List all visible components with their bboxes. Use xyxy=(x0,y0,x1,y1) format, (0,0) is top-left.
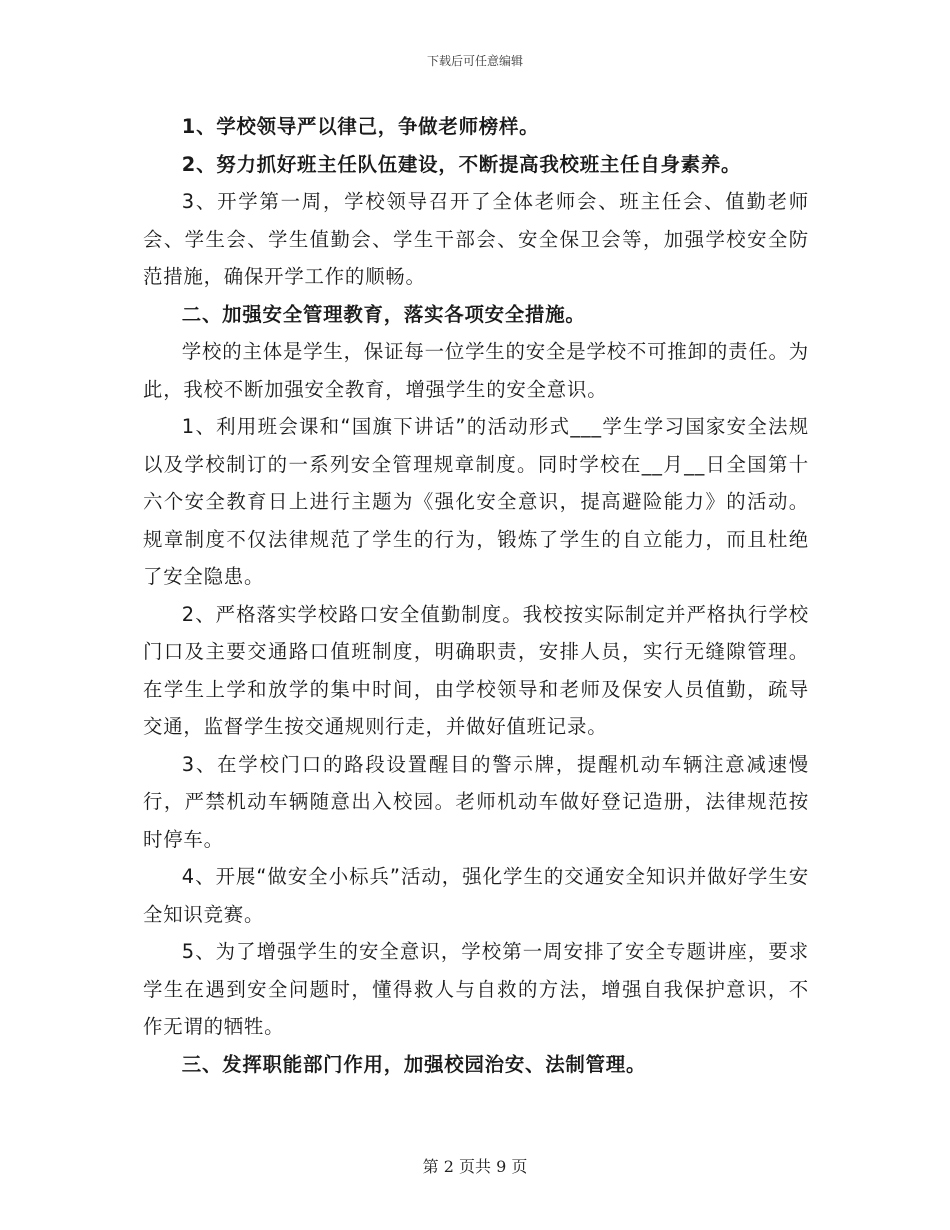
section-heading-2: 二、加强安全管理教育，落实各项安全措施。 xyxy=(181,302,586,326)
document-body xyxy=(143,108,809,1083)
paragraph-8: 3、在学校门口的路段设置醒目的警示牌，提醒机动车辆注意减速慢行，严禁机动车辆随意出入校园。老师机动车做好登记造册，法律规范按时停车。 xyxy=(143,752,809,851)
paragraph-1: 1、学校领导严以律己，争做老师榜样。 xyxy=(181,115,540,138)
page-header: 下载后可任意编辑 xyxy=(426,54,523,68)
paragraph-6: 1、利用班会课和“国旗下讲话”的活动形式___学生学习国家安全法规以及学校制订的一系列安全管理规章制度。同时学校在__月__日全国第十六个安全教育日上进行主题为《强化安全意识，提高避险能力》的活动。规章制度不仅法律规范了学生的行为，锻炼了学生的自立能力，而且杜绝了安全隐患。 xyxy=(143,415,809,588)
paragraph-5: 学校的主体是学生，保证每一位学生的安全是学校不可推卸的责任。为此，我校不断加强安全教育，增强学生的安全意识。 xyxy=(143,340,809,401)
paragraph-3: 3、开学第一周，学校领导召开了全体老师会、班主任会、值勤老师会、学生会、学生值勤会、学生干部会、安全保卫会等，加强学校安全防范措施，确保开学工作的顺畅。 xyxy=(143,190,809,288)
paragraph-2: 2、努力抓好班主任队伍建设，不断提高我校班主任自身素养。 xyxy=(181,152,742,176)
section-heading-3: 三、发挥职能部门作用，加强校园治安、法制管理。 xyxy=(181,1052,647,1076)
page-number: 第 2 页共 9 页 xyxy=(422,1157,528,1176)
paragraph-10: 5、为了增强学生的安全意识，学校第一周安排了安全专题讲座，要求学生在遇到安全问题时，懂得救人与自救的方法，增强自我保护意识，不作无谓的牺牲。 xyxy=(143,940,809,1038)
paragraph-7: 2、严格落实学校路口安全值勤制度。我校按实际制定并严格执行学校门口及主要交通路口值班制度，明确职责，安排人员，实行无缝隙管理。在学生上学和放学的集中时间，由学校领导和老师及保安人员值勤，疏导交通，监督学生按交通规则行走，并做好值班记录。 xyxy=(143,602,809,738)
paragraph-9: 4、开展“做安全小标兵”活动，强化学生的交通安全知识并做好学生安全知识竞赛。 xyxy=(143,865,809,926)
